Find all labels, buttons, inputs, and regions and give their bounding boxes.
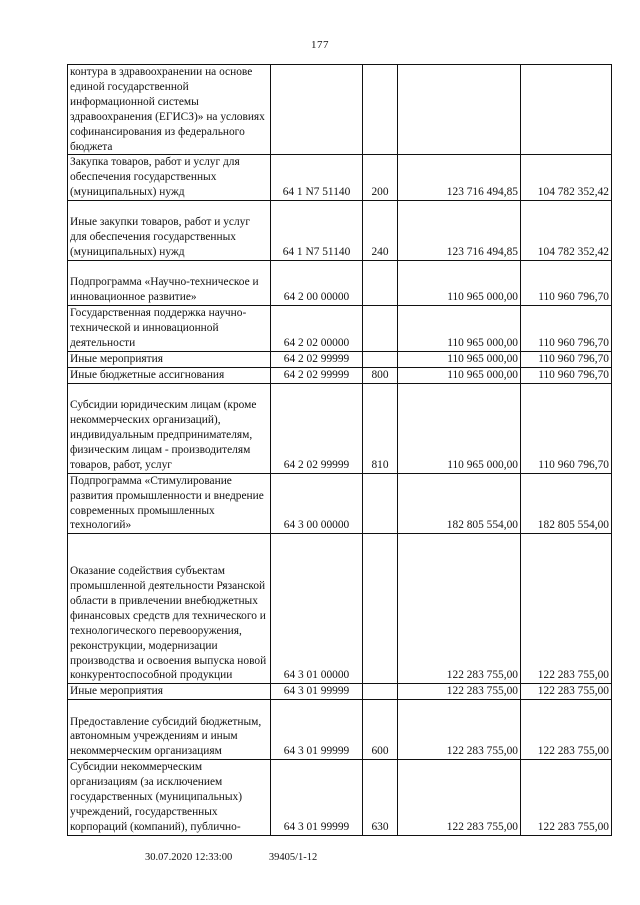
table-row: [68, 473, 612, 534]
row-expense-type: [363, 65, 398, 155]
row-sum-planned: [398, 65, 521, 155]
row-name: Субсидии некоммерческим организациям (за исключением государственных (муниципальных) учреждений, государственных корпораций (компаний), публично-: [68, 760, 271, 836]
row-sum-executed: [521, 65, 612, 155]
row-sum-executed: 122 283 755,00: [521, 534, 612, 684]
row-code: 64 3 01 00000: [271, 534, 363, 684]
row-code: 64 1 N7 51140: [271, 201, 363, 261]
row-expense-type: [363, 473, 398, 534]
footer-datetime: 30.07.2020 12:33:00: [145, 852, 233, 863]
table-row: [68, 201, 612, 261]
row-name: Закупка товаров, работ и услуг для обеспечения государственных (муниципальных) нужд: [68, 155, 271, 201]
table-row: [68, 684, 612, 700]
document-footer: [145, 852, 317, 863]
row-sum-planned: 123 716 494,85: [398, 201, 521, 261]
row-sum-planned: 110 965 000,00: [398, 306, 521, 352]
row-sum-planned: 122 283 755,00: [398, 760, 521, 836]
row-name: Подпрограмма «Стимулирование развития промышленности и внедрение современных промышленных технологий»: [68, 473, 271, 534]
row-name: Иные бюджетные ассигнования: [68, 367, 271, 383]
row-expense-type: [363, 261, 398, 306]
table-row: [68, 155, 612, 201]
row-code: 64 1 N7 51140: [271, 155, 363, 201]
row-name: Иные мероприятия: [68, 351, 271, 367]
row-sum-executed: 104 782 352,42: [521, 155, 612, 201]
row-sum-executed: 182 805 554,00: [521, 473, 612, 534]
row-code: 64 3 01 99999: [271, 684, 363, 700]
row-expense-type: 200: [363, 155, 398, 201]
row-code: [271, 65, 363, 155]
row-name: Подпрограмма «Научно-техническое и инновационное развитие»: [68, 261, 271, 306]
table-row: [68, 383, 612, 473]
row-code: 64 3 01 99999: [271, 760, 363, 836]
row-sum-planned: 110 965 000,00: [398, 367, 521, 383]
table-row: [68, 306, 612, 352]
footer-doc-id: 39405/1-12: [268, 852, 318, 863]
row-code: 64 2 02 99999: [271, 351, 363, 367]
row-expense-type: 630: [363, 760, 398, 836]
row-sum-executed: 122 283 755,00: [521, 684, 612, 700]
row-name: Государственная поддержка научно-технической и инновационной деятельности: [68, 306, 271, 352]
budget-table: [67, 64, 612, 836]
row-code: 64 2 02 99999: [271, 367, 363, 383]
row-sum-executed: 110 960 796,70: [521, 306, 612, 352]
row-sum-executed: 110 960 796,70: [521, 367, 612, 383]
row-sum-executed: 122 283 755,00: [521, 700, 612, 760]
row-sum-executed: 110 960 796,70: [521, 351, 612, 367]
row-sum-executed: 110 960 796,70: [521, 261, 612, 306]
row-sum-planned: 110 965 000,00: [398, 261, 521, 306]
table-row: [68, 65, 612, 155]
row-sum-executed: 122 283 755,00: [521, 760, 612, 836]
row-expense-type: 240: [363, 201, 398, 261]
table-row: [68, 760, 612, 836]
table-row: [68, 261, 612, 306]
table-row: [68, 351, 612, 367]
row-name: Оказание содействия субъектам промышленной деятельности Рязанской области в привлечении внебюджетных финансовых средств для технического и технологического перевооружения, реконструкции, модернизации производства и освоения выпуска новой конкурентоспособной продукции: [68, 534, 271, 684]
page-number: 177: [311, 39, 329, 51]
row-expense-type: 800: [363, 367, 398, 383]
row-sum-planned: 122 283 755,00: [398, 534, 521, 684]
row-expense-type: [363, 534, 398, 684]
row-code: 64 2 02 99999: [271, 383, 363, 473]
row-name: Предоставление субсидий бюджетным, автономным учреждениям и иным некоммерческим организациям: [68, 700, 271, 760]
row-expense-type: [363, 684, 398, 700]
row-code: 64 3 00 00000: [271, 473, 363, 534]
row-sum-planned: 110 965 000,00: [398, 351, 521, 367]
row-code: 64 3 01 99999: [271, 700, 363, 760]
table-row: [68, 534, 612, 684]
row-expense-type: [363, 351, 398, 367]
table-row: [68, 700, 612, 760]
row-expense-type: 600: [363, 700, 398, 760]
row-code: 64 2 00 00000: [271, 261, 363, 306]
row-name: Субсидии юридическим лицам (кроме некоммерческих организаций), индивидуальным предпринимателям, физическим лицам - производителям товаров, работ, услуг: [68, 383, 271, 473]
row-sum-planned: 122 283 755,00: [398, 700, 521, 760]
row-sum-planned: 122 283 755,00: [398, 684, 521, 700]
row-expense-type: [363, 306, 398, 352]
row-sum-executed: 104 782 352,42: [521, 201, 612, 261]
row-sum-planned: 110 965 000,00: [398, 383, 521, 473]
table-row: [68, 367, 612, 383]
row-sum-planned: 123 716 494,85: [398, 155, 521, 201]
row-name: контура в здравоохранении на основе единой государственной информационной системы здравоохранения (ЕГИСЗ)» на условиях софинансирования из федерального бюджета: [68, 65, 271, 155]
row-name: Иные мероприятия: [68, 684, 271, 700]
row-expense-type: 810: [363, 383, 398, 473]
row-code: 64 2 02 00000: [271, 306, 363, 352]
row-name: Иные закупки товаров, работ и услуг для обеспечения государственных (муниципальных) нужд: [68, 201, 271, 261]
row-sum-planned: 182 805 554,00: [398, 473, 521, 534]
row-sum-executed: 110 960 796,70: [521, 383, 612, 473]
